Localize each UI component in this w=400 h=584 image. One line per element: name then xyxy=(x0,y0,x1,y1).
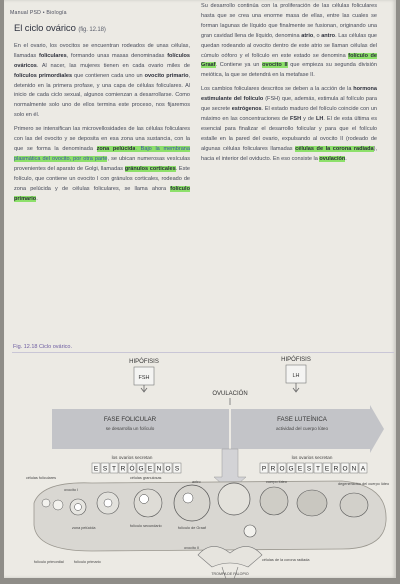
text-run: , se ubican numerosas vesículas provenientes del aparato de Golgi, llamadas xyxy=(14,155,190,172)
follicle-primordial xyxy=(42,499,50,507)
label-fsh: FSH xyxy=(138,375,150,381)
highlight-ovulacion: ovulación xyxy=(319,155,346,162)
label-fase-luteinica: FASE LUTEÍNICA xyxy=(277,416,327,423)
highlight-granulos-corticales: gránulos corticales xyxy=(124,165,176,172)
estrogenos-letter: Ó xyxy=(129,465,135,473)
text-run: Su desarrollo continúa con la proliferación de las células foliculares hasta que se crea una enorme masa de ellas, entre las cuales se forman lagunas de líquido que finalmente se fusionan, originando una gran cavidad llena de líquido, denomina xyxy=(201,3,377,39)
follicle-graaf xyxy=(174,485,210,521)
follicle-antral xyxy=(134,489,162,517)
paragraph-zona-pelucida xyxy=(14,125,190,204)
label-foliculo-primario: folículo primario xyxy=(74,560,101,564)
term-foliculos-ovaricos: folículos ováricos xyxy=(14,52,190,69)
progesterona-letter: E xyxy=(324,465,330,473)
running-head: Manual PSD • Biología xyxy=(10,10,67,16)
text-run: Los cambios foliculares descritos se deben a la acción de la xyxy=(201,86,354,93)
book-page xyxy=(4,0,396,578)
progesterona-letter: P xyxy=(261,465,267,473)
progesterona-letter: R xyxy=(270,465,276,473)
section-title xyxy=(14,24,190,36)
term-lh: LH xyxy=(315,115,324,122)
estrogenos-letter: G xyxy=(138,465,144,473)
highlight-corona-radiada: células de la corona radiada xyxy=(295,145,374,152)
paragraph-hormonas xyxy=(201,85,377,164)
label-celulas-foliculares: células foliculares xyxy=(26,476,56,480)
left-column xyxy=(14,24,190,208)
progesterona-letter-row xyxy=(260,463,367,473)
term-ovocito-primario: ovocito primario xyxy=(144,72,189,79)
estrogenos-letter: S xyxy=(174,465,180,473)
section-title-text: El ciclo ovárico xyxy=(14,23,76,34)
label-ovulacion: OVULACIÓN xyxy=(212,391,248,397)
text-run: que contienen cada uno un xyxy=(72,72,145,79)
label-secretan-left: los ovarios secretan xyxy=(111,455,153,460)
follicle-primordial-2 xyxy=(53,500,63,510)
term-fsh: FSH xyxy=(290,115,302,122)
highlight-zona-pelucida: zona pelúcida xyxy=(96,145,136,152)
paragraph-folicles xyxy=(14,42,190,121)
progesterona-letter: R xyxy=(333,465,339,473)
progesterona-letter: N xyxy=(351,465,357,473)
text-run: , o xyxy=(313,32,322,39)
term-antro: antro xyxy=(321,32,336,39)
text-run: Primero se intensifican las microvellosidades de las células foliculares con las del ovocito y se deposita en esa zona una sustancia, con la que se forma la denominada xyxy=(14,126,190,152)
label-foliculo-secundario: folículo secundario xyxy=(130,524,162,528)
text-run: . El estado maduro del folículo coincide con un máximo en las concentraciones de xyxy=(201,106,377,122)
text-run: En el ovario, los ovocitos se encuentran rodeados de unas células, llamadas xyxy=(14,42,190,59)
progesterona-letter: S xyxy=(306,465,312,473)
ovocito-antral-icon xyxy=(140,495,149,504)
term-fsh-hormona: hormona estimulante del folículo xyxy=(201,86,377,103)
label-celulas-granulosas: células granulosas xyxy=(130,476,162,480)
phase-band-arrow xyxy=(370,405,384,453)
text-run: , formando unas masas denominadas xyxy=(66,52,168,59)
term-estrogenos: estrógenos xyxy=(231,106,262,113)
label-trompa: TROMPA DE FALOPIO xyxy=(211,572,249,576)
text-run: . Al nacer, las mujeres tienen en cada ovario miles de xyxy=(36,62,190,69)
corpus-luteum xyxy=(297,490,327,516)
figure-reference: (fig. 12.18) xyxy=(78,27,106,33)
text-run: ), hacia el interior del oviducto. En eso consiste la xyxy=(201,145,377,162)
label-foliculo-primordial: folículo primordial xyxy=(34,560,64,564)
label-cuerpo-luteo: cuerpo lúteo xyxy=(266,480,287,484)
text-run: . El de esta última es esencial para finalizar el desarrollo folicular y para que el folículo estalle en la pared del ovario, expulsando al ovocito II (rodeado de algunas células foliculares llamadas xyxy=(201,115,377,152)
highlight-foliculo-primario: folículo primario xyxy=(14,185,190,202)
ovary-shape xyxy=(34,481,386,551)
progesterona-letter: O xyxy=(279,465,285,473)
label-hipofisis-left: HIPÓFISIS xyxy=(129,359,159,365)
text-run: . xyxy=(345,155,347,162)
text-run: (FSH) que, además, estimula al folículo para que secrete xyxy=(201,96,377,113)
text-run: . Contiene ya un xyxy=(215,62,263,69)
right-column xyxy=(201,2,377,169)
ruptured-follicle xyxy=(218,483,250,515)
figure-caption: Fig. 12.18 Ciclo ovárico. xyxy=(13,344,72,350)
text-run: y de xyxy=(301,115,316,122)
estrogenos-letter: N xyxy=(156,465,162,473)
figure-ovarian-cycle xyxy=(12,352,394,579)
ovocito-graaf-icon xyxy=(183,493,193,503)
paragraph-graaf xyxy=(201,2,377,81)
label-degeneracion: degeneración del cuerpo lúteo xyxy=(338,482,390,486)
label-celulas-corona: células de la corona radiada xyxy=(262,558,310,562)
label-ovocito-i: ovocito I xyxy=(64,488,79,492)
estrogenos-letter: E xyxy=(93,465,99,473)
label-lh: LH xyxy=(292,373,300,379)
text-run: que empieza su segunda división meiótica, la que se detendrá en la metafase II. xyxy=(201,62,377,79)
label-fase-luteinica-sub: actividad del cuerpo lúteo xyxy=(275,426,329,431)
estrogenos-letter: R xyxy=(120,465,126,473)
estrogenos-letter-row xyxy=(92,463,181,473)
label-ovocito-ii: ovocito II xyxy=(184,546,200,550)
corpus-luteum-early xyxy=(260,487,288,515)
highlight-membrana: . Bajo la membrana plasmática del ovocito, por otra parte xyxy=(14,145,190,162)
ovocito-i-icon xyxy=(75,504,82,511)
label-secretan-right: los ovarios secretan xyxy=(291,455,333,460)
progesterona-letter: T xyxy=(316,465,320,473)
term-atrio: atrio xyxy=(301,32,314,39)
highlight-ovocito-ii: ovocito II xyxy=(262,62,288,69)
label-fase-folicular: FASE FOLICULAR xyxy=(103,416,157,423)
label-hipofisis-right: HIPÓFISIS xyxy=(281,357,311,363)
text-run: , detenido en la primera profase, y una capa de células foliculares. Al inicio de cada ciclo sexual, algunos comienzan a desarrollarse. Como normalmente solo uno de ellos termina este proceso, nos fijaremos solo en él. xyxy=(14,72,190,119)
label-foliculo-de-graaf: folículo de Graaf xyxy=(178,526,206,530)
text-run: . xyxy=(36,195,38,202)
label-fase-folicular-sub: se desarrolla un folículo xyxy=(105,426,155,431)
text-run: . Este folículo, que contiene un ovocito I con gránulos corticales, rodeado de zona pelúcida y de células foliculares, se llama ahora xyxy=(14,165,190,192)
progesterona-letter: E xyxy=(297,465,303,473)
corpus-luteum-degenerating xyxy=(340,493,368,517)
estrogenos-letter: S xyxy=(102,465,108,473)
arrow-fsh xyxy=(141,385,147,392)
arrow-lh xyxy=(293,383,299,392)
term-foliculos-primordiales: folículos primordiales xyxy=(14,72,73,79)
estrogenos-letter: T xyxy=(112,465,116,473)
ovocito-ii-released xyxy=(244,525,256,537)
term-foliculares: foliculares xyxy=(38,52,67,59)
label-zona-pelucida: zona pelúcida xyxy=(72,526,96,530)
estrogenos-letter: O xyxy=(165,465,171,473)
text-run: . Las células que quedan rodeando al ovocito dentro de este atrio se llaman células del cúmulo oóforo y el folículo en este estado se denomina xyxy=(201,32,377,59)
ovocito-icon xyxy=(104,499,112,507)
progesterona-letter: O xyxy=(342,465,348,473)
estrogenos-letter: E xyxy=(147,465,153,473)
progesterona-letter: G xyxy=(288,465,294,473)
progesterona-letter: A xyxy=(360,465,366,473)
highlight-foliculo-de-graaf: folículo de Graaf xyxy=(201,52,377,69)
label-antro: antro xyxy=(192,480,201,484)
ovarian-cycle-diagram xyxy=(12,353,394,579)
